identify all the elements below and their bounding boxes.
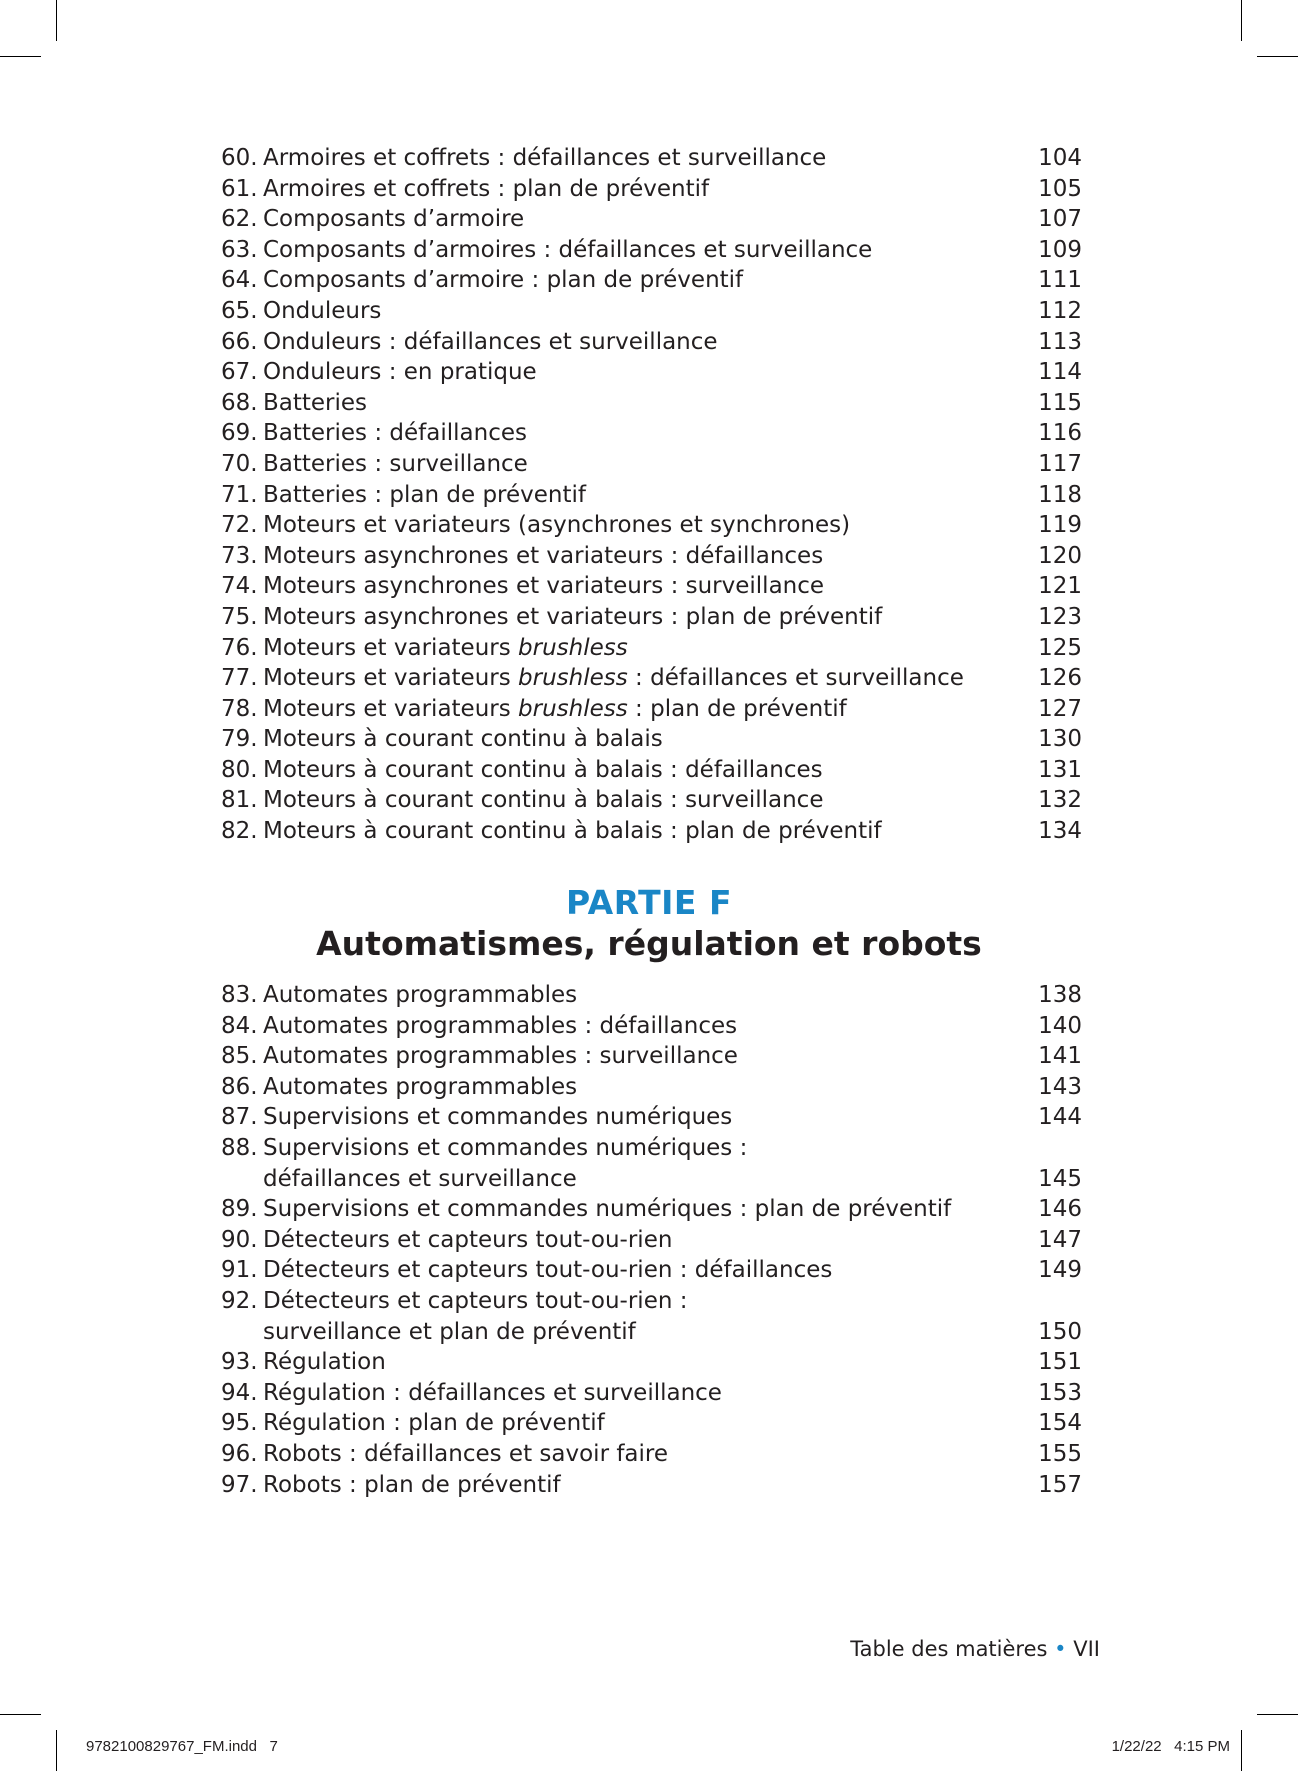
entry-page: 151 — [1038, 1349, 1082, 1376]
toc-entry[interactable] — [0, 633, 1298, 664]
toc-entry[interactable] — [0, 571, 1298, 602]
entry-page: 157 — [1038, 1471, 1082, 1498]
slug-datetime: 1/22/22 4:15 PM — [1111, 1738, 1230, 1755]
toc-entry[interactable] — [0, 327, 1298, 358]
entry-title: Automates programmables : défaillances — [263, 1012, 738, 1039]
entry-number: 89. — [221, 1196, 258, 1223]
entry-page: 121 — [1038, 573, 1082, 600]
toc-entry[interactable] — [0, 388, 1298, 419]
entry-title: Onduleurs — [263, 297, 382, 324]
toc-entry[interactable] — [0, 755, 1298, 786]
entry-page: 155 — [1038, 1440, 1082, 1467]
toc-entry[interactable] — [0, 1102, 1298, 1133]
entry-number: 71. — [221, 481, 258, 508]
entry-page: 150 — [1038, 1318, 1082, 1345]
entry-page: 138 — [1038, 982, 1082, 1008]
crop-mark-top-left-vertical — [56, 0, 57, 41]
entry-number: 67. — [221, 359, 258, 386]
entry-title: Moteurs asynchrones et variateurs : défaillances — [263, 542, 824, 569]
entry-number: 86. — [221, 1073, 258, 1100]
entry-title: Détecteurs et capteurs tout-ou-rien — [263, 1226, 673, 1253]
entry-page: 147 — [1038, 1226, 1082, 1253]
entry-title: Moteurs et variateurs (asynchrones et synchrones) — [263, 512, 851, 539]
entry-number: 96. — [221, 1440, 258, 1467]
entry-page: 149 — [1038, 1257, 1082, 1284]
crop-mark-bottom-left-vertical — [56, 1730, 57, 1771]
crop-mark-top-left-horizontal — [0, 56, 41, 57]
entry-title: Robots : plan de préventif — [263, 1471, 561, 1498]
entry-title: Onduleurs : défaillances et surveillance — [263, 328, 718, 355]
entry-page: 116 — [1038, 420, 1082, 447]
entry-title-suffix: : plan de préventif — [627, 695, 847, 722]
entry-title-italic: brushless — [518, 665, 628, 692]
toc-entry[interactable] — [0, 816, 1298, 847]
entry-number: 73. — [221, 542, 258, 569]
entry-page: 134 — [1038, 818, 1082, 845]
entry-page: 111 — [1038, 267, 1082, 294]
slug-filename: 9782100829767_FM.indd 7 — [86, 1738, 278, 1755]
toc-entry[interactable] — [0, 174, 1298, 205]
entry-page: 131 — [1038, 756, 1082, 783]
entry-title: Moteurs à courant continu à balais : plan de préventif — [263, 818, 882, 845]
entry-title-suffix: : défaillances et surveillance — [627, 665, 964, 692]
toc-entry[interactable] — [0, 1347, 1298, 1378]
entry-number: 78. — [221, 695, 258, 722]
page-folio: VII — [1073, 1637, 1100, 1661]
entry-page: 141 — [1038, 1043, 1082, 1070]
entry-number: 87. — [221, 1104, 258, 1131]
entry-page: 114 — [1038, 359, 1082, 386]
toc-entry[interactable] — [0, 265, 1298, 296]
entry-title: Supervisions et commandes numériques : plan de préventif — [263, 1196, 952, 1223]
entry-number: 94. — [221, 1379, 258, 1406]
toc-entry[interactable] — [0, 418, 1298, 449]
toc-entry[interactable] — [0, 785, 1298, 816]
crop-mark-bottom-right-horizontal — [1257, 1714, 1298, 1715]
toc-entry[interactable] — [0, 1439, 1298, 1470]
entry-number: 70. — [221, 450, 258, 477]
entry-number: 85. — [221, 1043, 258, 1070]
toc-entry[interactable] — [0, 663, 1298, 694]
entry-page: 144 — [1038, 1104, 1082, 1131]
toc-entry[interactable] — [0, 1255, 1298, 1286]
entry-page: 146 — [1038, 1196, 1082, 1223]
toc-entry[interactable] — [0, 480, 1298, 511]
toc-entry[interactable] — [0, 1225, 1298, 1256]
toc-entry[interactable] — [0, 235, 1298, 266]
part-title: Automatismes, régulation et robots — [316, 924, 982, 963]
entry-number: 61. — [221, 175, 258, 202]
toc-entry[interactable] — [0, 1378, 1298, 1409]
entry-title — [263, 663, 964, 694]
entry-page: 105 — [1038, 175, 1082, 202]
toc-list-upper — [0, 143, 1298, 847]
entry-title: Batteries : plan de préventif — [263, 481, 586, 508]
entry-page: 119 — [1038, 512, 1082, 539]
toc-entry[interactable] — [0, 724, 1298, 755]
entry-title: Automates programmables — [263, 982, 578, 1008]
entry-page: 130 — [1038, 726, 1082, 753]
entry-number: 60. — [221, 145, 258, 171]
entry-title: Composants d’armoires : défaillances et surveillance — [263, 236, 873, 263]
toc-entry[interactable] — [0, 980, 1298, 1011]
entry-title: Automates programmables — [263, 1073, 578, 1100]
entry-title: Moteurs asynchrones et variateurs : plan de préventif — [263, 603, 883, 630]
entry-number: 68. — [221, 389, 258, 416]
entry-page: 126 — [1038, 665, 1082, 692]
entry-number: 62. — [221, 206, 258, 233]
entry-number: 93. — [221, 1349, 258, 1376]
toc-entry[interactable] — [0, 694, 1298, 725]
entry-number: 66. — [221, 328, 258, 355]
entry-title: Armoires et coffrets : défaillances et surveillance — [263, 145, 827, 171]
toc-entry[interactable] — [0, 510, 1298, 541]
crop-mark-top-right-horizontal — [1257, 56, 1298, 57]
entry-number: 77. — [221, 665, 258, 692]
entry-page: 153 — [1038, 1379, 1082, 1406]
entry-page: 112 — [1038, 297, 1082, 324]
entry-number: 84. — [221, 1012, 258, 1039]
entry-number: 76. — [221, 634, 258, 661]
entry-page: 125 — [1038, 634, 1082, 661]
part-label: PARTIE F — [566, 883, 732, 922]
entry-page: 113 — [1038, 328, 1082, 355]
toc-entry[interactable] — [0, 143, 1298, 174]
entry-title-italic: brushless — [518, 634, 628, 661]
entry-number: 63. — [221, 236, 258, 263]
toc-entry[interactable] — [0, 1072, 1298, 1103]
entry-number: 92. — [221, 1287, 258, 1314]
entry-title: Batteries : défaillances — [263, 420, 527, 447]
bullet-icon: • — [1054, 1637, 1067, 1661]
entry-title: Régulation : défaillances et surveillance — [263, 1379, 722, 1406]
entry-title-text: Moteurs et variateurs — [263, 634, 519, 661]
toc-entry[interactable] — [0, 1011, 1298, 1042]
entry-title-italic: brushless — [518, 695, 628, 722]
toc-entry[interactable] — [0, 1408, 1298, 1439]
toc-entry[interactable] — [0, 1194, 1298, 1225]
toc-entry[interactable] — [0, 357, 1298, 388]
entry-number: 83. — [221, 982, 258, 1008]
entry-page: 140 — [1038, 1012, 1082, 1039]
entry-title-text: Moteurs et variateurs — [263, 665, 519, 692]
toc-entry[interactable] — [0, 449, 1298, 480]
toc-entry[interactable] — [0, 1286, 1298, 1347]
entry-title — [263, 633, 628, 664]
entry-page: 127 — [1038, 695, 1082, 722]
entry-title: Batteries — [263, 389, 368, 416]
entry-page: 120 — [1038, 542, 1082, 569]
entry-number: 65. — [221, 297, 258, 324]
entry-number: 79. — [221, 726, 258, 753]
crop-mark-bottom-right-vertical — [1241, 1730, 1242, 1771]
entry-title: Moteurs à courant continu à balais : surveillance — [263, 787, 824, 814]
entry-title: Moteurs à courant continu à balais — [263, 726, 663, 753]
entry-page: 118 — [1038, 481, 1082, 508]
toc-entry[interactable] — [0, 296, 1298, 327]
entry-number: 64. — [221, 267, 258, 294]
entry-title: Composants d’armoire : plan de préventif — [263, 267, 744, 294]
entry-page: 104 — [1038, 145, 1082, 171]
toc-list-lower — [0, 980, 1298, 1500]
entry-number: 91. — [221, 1257, 258, 1284]
entry-title: Moteurs à courant continu à balais : défaillances — [263, 756, 823, 783]
entry-page: 154 — [1038, 1410, 1082, 1437]
entry-number: 74. — [221, 573, 258, 600]
entry-title: Armoires et coffrets : plan de préventif — [263, 175, 710, 202]
entry-title: Détecteurs et capteurs tout-ou-rien : défaillances — [263, 1257, 833, 1284]
toc-entry[interactable] — [0, 204, 1298, 235]
entry-page: 109 — [1038, 236, 1082, 263]
entry-title: Automates programmables : surveillance — [263, 1043, 738, 1070]
entry-number: 97. — [221, 1471, 258, 1498]
entry-title: Composants d’armoire — [263, 206, 525, 233]
entry-title: Onduleurs : en pratique — [263, 359, 537, 386]
entry-number: 80. — [221, 756, 258, 783]
entry-number: 90. — [221, 1226, 258, 1253]
entry-number: 72. — [221, 512, 258, 539]
running-footer — [850, 1637, 1100, 1661]
crop-mark-bottom-left-horizontal — [0, 1714, 41, 1715]
entry-number: 69. — [221, 420, 258, 447]
entry-title: Robots : défaillances et savoir faire — [263, 1440, 669, 1467]
toc-entry[interactable] — [0, 1470, 1298, 1501]
entry-number: 81. — [221, 787, 258, 814]
toc-entry[interactable] — [0, 602, 1298, 633]
entry-number: 88. — [221, 1134, 258, 1161]
entry-number: 82. — [221, 818, 258, 845]
toc-entry[interactable] — [0, 1041, 1298, 1072]
entry-page: 107 — [1038, 206, 1082, 233]
entry-page: 123 — [1038, 603, 1082, 630]
entry-title: Détecteurs et capteurs tout-ou-rien : surveillance et plan de préventif — [263, 1287, 688, 1345]
footer-section-title: Table des matières — [850, 1637, 1048, 1661]
entry-page: 117 — [1038, 450, 1082, 477]
entry-title: Régulation : plan de préventif — [263, 1410, 605, 1437]
entry-title: Supervisions et commandes numériques — [263, 1104, 733, 1131]
entry-page: 143 — [1038, 1073, 1082, 1100]
entry-title: Supervisions et commandes numériques : défaillances et surveillance — [263, 1134, 748, 1192]
entry-page: 132 — [1038, 787, 1082, 814]
toc-entry[interactable] — [0, 541, 1298, 572]
entry-title: Régulation — [263, 1349, 386, 1376]
entry-title-text: Moteurs et variateurs — [263, 695, 519, 722]
entry-title: Moteurs asynchrones et variateurs : surveillance — [263, 573, 825, 600]
entry-title: Batteries : surveillance — [263, 450, 528, 477]
entry-page: 145 — [1038, 1165, 1082, 1192]
entry-number: 95. — [221, 1410, 258, 1437]
entry-number: 75. — [221, 603, 258, 630]
entry-page: 115 — [1038, 389, 1082, 416]
toc-entry[interactable] — [0, 1133, 1298, 1194]
crop-mark-top-right-vertical — [1241, 0, 1242, 41]
entry-title — [263, 694, 847, 725]
